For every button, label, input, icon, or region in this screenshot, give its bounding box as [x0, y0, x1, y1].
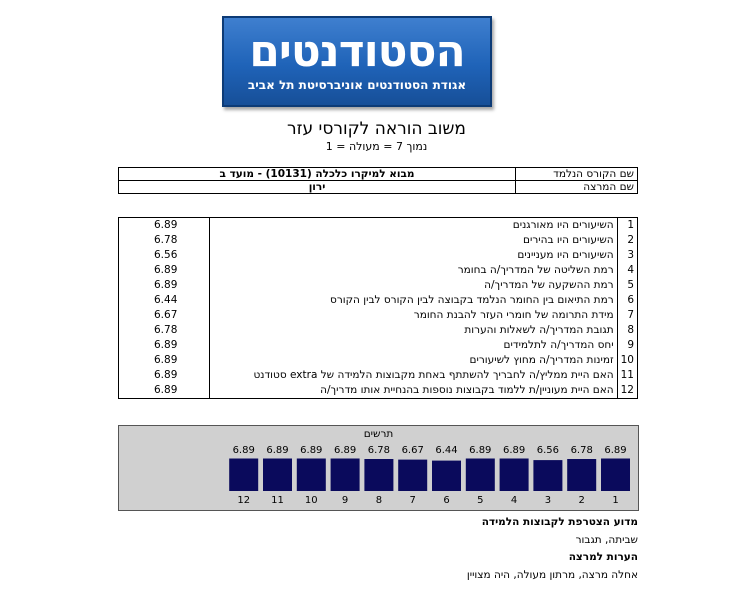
rating-scale-legend: 1 = נמוך 7 = מעולה — [325, 140, 428, 153]
chart-value-label: 6.67 — [401, 445, 424, 456]
chart-category-label: 9 — [341, 495, 349, 506]
chart-value-label: 6.89 — [502, 445, 526, 456]
question-number: 9 — [617, 338, 637, 353]
chart-category-label: 5 — [477, 495, 484, 506]
scores-bar-chart — [119, 426, 638, 510]
question-score: 6.89 — [119, 263, 210, 278]
chart-category-label: 10 — [304, 495, 318, 506]
question-score: 6.44 — [119, 293, 210, 308]
question-text: רמת השליטה של המדריך/ה בחומר — [209, 263, 617, 278]
question-text: יחס המדריך/ה לתלמידים — [209, 338, 617, 353]
chart-value-label: 6.44 — [435, 445, 458, 456]
chart-bar-3 — [533, 460, 562, 491]
question-text: תגובת המדריך/ה לשאלות והערות — [209, 323, 617, 338]
question-number: 3 — [617, 248, 637, 263]
question-row — [119, 218, 638, 234]
question-number: 6 — [617, 293, 637, 308]
page-title: משוב הוראה לקורסי עזר — [287, 119, 466, 139]
chart-bar-2 — [567, 459, 596, 491]
chart-bar-8 — [364, 459, 393, 491]
question-text: השיעורים היו מעניינים — [209, 248, 617, 263]
question-text: מידת התרומה של חומרי העזר להבנת החומר — [209, 308, 617, 323]
question-score: 6.89 — [119, 338, 210, 353]
question-text: האם היית מעוניין/ת ללמוד בקבוצות נוספות בהנחיית אותו מדריך/ה — [209, 383, 617, 399]
chart-bar-12 — [229, 459, 258, 492]
chart-bar-7 — [398, 460, 427, 491]
question-row — [119, 308, 638, 323]
question-row — [119, 278, 638, 293]
question-number: 8 — [617, 323, 637, 338]
chart-category-label: 4 — [510, 495, 518, 506]
chart-value-label: 6.78 — [570, 445, 593, 456]
chart-bar-5 — [466, 459, 495, 492]
lecturer-value: ירון — [119, 181, 516, 194]
why-joined-heading: מדוע הצטרפת לקבוצות הלמידה — [481, 516, 638, 528]
chart-title: תרשים — [363, 428, 394, 440]
question-text: האם היית ממליץ/ה לחבריך להשתתף באחת מקבוצות הלמידה של extra סטודנט — [209, 368, 617, 383]
chart-value-label: 6.89 — [232, 445, 255, 456]
course-label: שם הקורס הנלמד — [516, 168, 638, 181]
question-score: 6.78 — [119, 233, 210, 248]
chart-value-label: 6.56 — [536, 445, 560, 456]
logo-subtitle: אגודת הסטודנטים אוניברסיטת תל אביב — [247, 78, 467, 92]
question-score: 6.89 — [119, 368, 210, 383]
question-number: 1 — [617, 218, 637, 234]
chart-bar-11 — [263, 459, 292, 492]
question-row — [119, 338, 638, 353]
chart-bar-9 — [331, 459, 360, 492]
logo-main-text: הסטודנטים — [249, 26, 465, 77]
question-score: 6.89 — [119, 353, 210, 368]
chart-category-label: 11 — [271, 495, 284, 506]
chart-value-label: 6.89 — [266, 445, 289, 456]
question-score: 6.89 — [119, 383, 210, 399]
questions-table — [118, 217, 638, 399]
chart-value-label: 6.89 — [333, 445, 357, 456]
question-number: 5 — [617, 278, 637, 293]
question-row — [119, 383, 638, 399]
question-number: 12 — [617, 383, 637, 399]
chart-category-label: 2 — [578, 495, 585, 506]
chart-bar-10 — [297, 459, 326, 492]
scores-chart-panel — [118, 425, 639, 511]
question-text: זמינות המדריך/ה מחוץ לשיעורים — [209, 353, 617, 368]
question-row — [119, 233, 638, 248]
notes-text: אחלה מרצה, מרתון מעולה, היה מצויין — [466, 569, 638, 581]
chart-bar-1 — [601, 459, 630, 492]
why-joined-text: שביתה, תגבור — [575, 534, 638, 546]
question-number: 10 — [617, 353, 637, 368]
question-text: רמת התיאום בין החומר הנלמד בקבוצה לבין הקורס לבין הקורס — [209, 293, 617, 308]
question-text: השיעורים היו מאורגנים — [209, 218, 617, 234]
question-row — [119, 368, 638, 383]
question-row — [119, 353, 638, 368]
chart-category-label: 12 — [237, 495, 251, 506]
chart-value-label: 6.78 — [367, 445, 391, 456]
chart-category-label: 7 — [409, 495, 416, 506]
question-score: 6.89 — [119, 278, 210, 293]
course-value: מבוא למיקרו כלכלה (10131) - מועד ב — [119, 168, 516, 181]
chart-category-label: 6 — [443, 495, 450, 506]
question-row — [119, 323, 638, 338]
lecturer-label: שם המרצה — [516, 181, 638, 194]
question-score: 6.89 — [119, 218, 210, 234]
question-number: 7 — [617, 308, 637, 323]
organization-logo — [222, 16, 492, 107]
chart-value-label: 6.89 — [469, 445, 492, 456]
chart-category-label: 3 — [544, 495, 552, 506]
question-score: 6.67 — [119, 308, 210, 323]
course-row — [119, 168, 638, 181]
question-score: 6.78 — [119, 323, 210, 338]
question-number: 11 — [617, 368, 637, 383]
chart-bar-6 — [432, 461, 461, 491]
lecturer-row — [119, 181, 638, 194]
question-number: 2 — [617, 233, 637, 248]
question-row — [119, 263, 638, 278]
chart-category-label: 8 — [375, 495, 383, 506]
chart-value-label: 6.89 — [604, 445, 627, 456]
notes-heading: הערות למרצה — [568, 551, 638, 563]
question-score: 6.56 — [119, 248, 210, 263]
chart-bar-4 — [500, 459, 529, 492]
chart-value-label: 6.89 — [300, 445, 323, 456]
question-row — [119, 293, 638, 308]
course-info-table — [118, 167, 638, 194]
question-text: רמת ההשקעה של המדריך/ה — [209, 278, 617, 293]
question-text: השיעורים היו בהירים — [209, 233, 617, 248]
chart-category-label: 1 — [612, 495, 619, 506]
question-number: 4 — [617, 263, 637, 278]
question-row — [119, 248, 638, 263]
